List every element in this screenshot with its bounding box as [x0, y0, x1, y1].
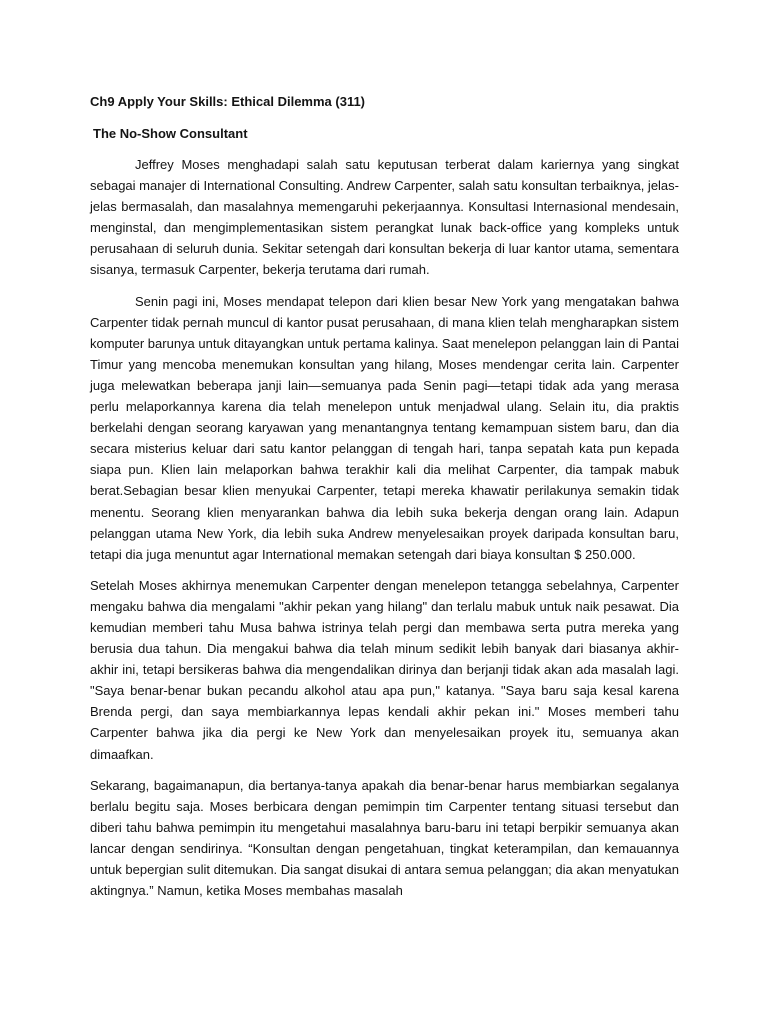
document-page [90, 92, 679, 911]
paragraph-moses-dilemma: Sekarang, bagaimanapun, dia bertanya-tanya apakah dia benar-benar harus membiarkan segalanya berlalu begitu saja. Moses berbicara dengan pemimpin tim Carpenter tentang situasi tersebut dan diberi tahu bahwa pemimpin itu mengetahui masalahnya baru-baru ini tetapi berpikir semuanya akan lancar dengan sendirinya. “Konsultan dengan pengetahuan, tingkat keterampilan, dan kemauannya untuk bepergian sulit ditemukan. Dia sangat disukai di antara semua pelanggan; dia akan menyatukan aktingnya.” Namun, ketika Moses membahas masalah [90, 777, 679, 899]
document-title: Ch9 Apply Your Skills: Ethical Dilemma (311) [90, 94, 366, 109]
paragraph-carpenter-confession: Setelah Moses akhirnya menemukan Carpenter dengan menelepon tetangga sebelahnya, Carpenter mengaku bahwa dia mengalami "akhir pekan yang hilang" dan terlalu mabuk untuk naik pesawat. Dia kemudian memberi tahu Musa bahwa istrinya telah pergi dan membawa serta putra mereka yang berusia dua tahun. Dia mengakui bahwa dia telah minum sedikit lebih banyak dari biasanya akhir-akhir ini, tetapi bersikeras bahwa dia mengendalikan dirinya dan berjanji tidak akan ada masalah lagi. "Saya benar-benar bukan pecandu alkohol atau apa pun," katanya. "Saya baru saja kesal karena Brenda pergi, dan saya membiarkannya lepas kendali akhir pekan ini." Moses memberi tahu Carpenter bahwa jika dia pergi ke New York dan menyelesaikan proyek itu, semuanya akan dimaafkan. [90, 577, 679, 762]
document-subtitle: The No-Show Consultant [93, 126, 248, 141]
paragraph-monday-call: Senin pagi ini, Moses mendapat telepon dari klien besar New York yang mengatakan bahwa Carpenter tidak pernah muncul di kantor pusat perusahaan, di mana klien telah mengharapkan sistem komputer barunya untuk ditayangkan untuk pertama kalinya. Saat menelepon pelanggan lain di Pantai Timur yang mencoba menemukan konsultan yang hilang, Moses mendengar cerita lain. Carpenter juga melewatkan beberapa janji lain—semuanya pada Senin pagi—tetapi tidak ada yang merasa perlu melaporkannya karena dia telah menelepon untuk menjadwal ulang. Selain itu, dia praktis berkelahi dengan seorang karyawan yang menantangnya tentang kemampuan sistem baru, dan dia secara misterius keluar dari satu kantor pelanggan di tengah hari, tanpa sepatah kata pun kepada siapa pun. Klien lain melaporkan bahwa terakhir kali dia melihat Carpenter, dia tampak mabuk berat.Sebagian besar klien menyukai Carpenter, tetapi mereka khawatir perilakunya semakin tidak menentu. Seorang klien menyarankan bahwa dia lebih suka bekerja dengan orang lain. Adapun pelanggan utama New York, dia lebih suka Andrew menyelesaikan proyek daripada konsultan baru, tetapi dia juga menuntut agar International memakan setengah dari biaya konsultan $ 250.000. [90, 293, 680, 562]
paragraph-intro: Jeffrey Moses menghadapi salah satu keputusan terberat dalam kariernya yang singkat sebagai manajer di International Consulting. Andrew Carpenter, salah satu konsultan terbaiknya, jelas-jelas bermasalah, dan masalahnya memengaruhi pekerjaannya. Konsultasi Internasional mendesain, menginstal, dan mengimplementasikan sistem perangkat lunak back-office yang kompleks untuk perusahaan di seluruh dunia. Sekitar setengah dari konsultan bekerja di luar kantor utama, sementara sisanya, termasuk Carpenter, bekerja terutama dari rumah. [90, 157, 679, 278]
